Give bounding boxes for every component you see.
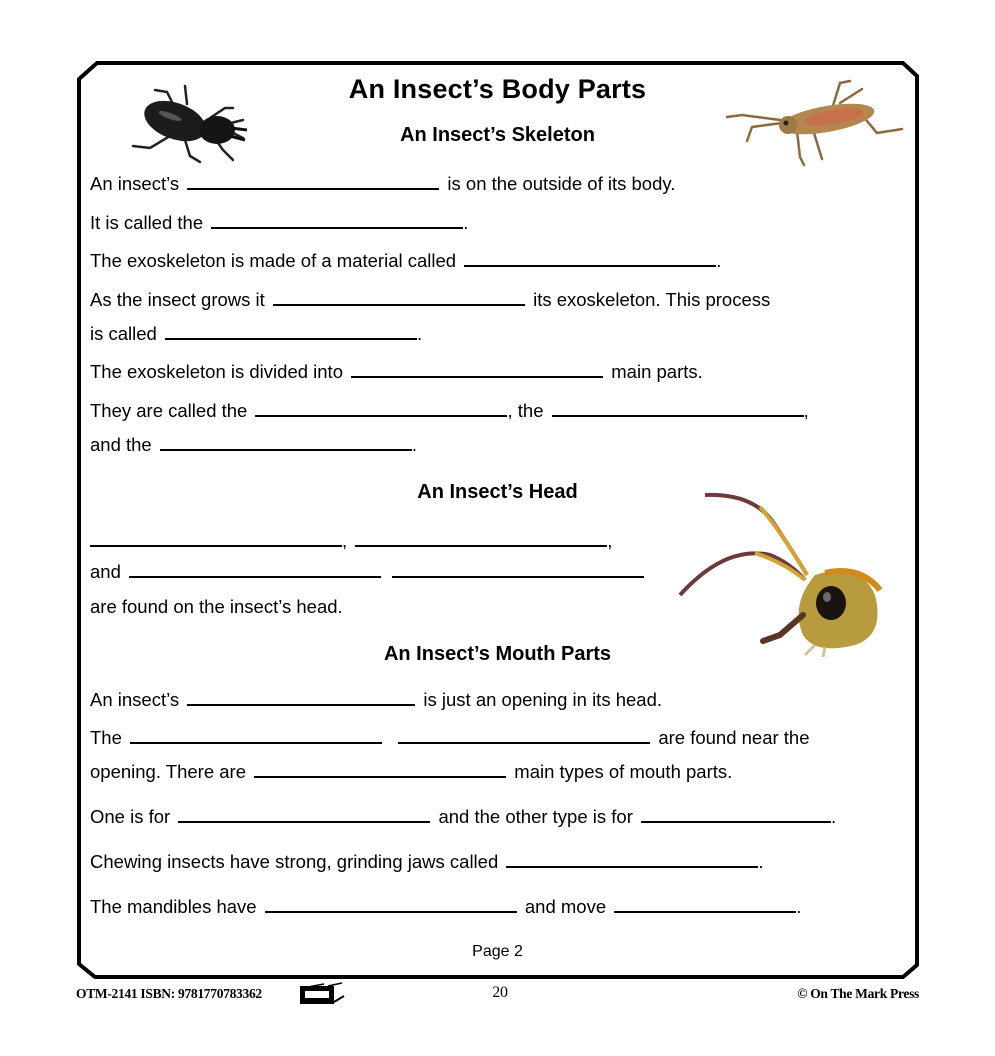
footer-page-number: 20 xyxy=(492,984,508,1001)
answer-blank[interactable] xyxy=(641,807,831,823)
answer-blank[interactable] xyxy=(129,562,381,578)
sentence-text: The mandibles have xyxy=(90,896,257,917)
sentence-line xyxy=(90,173,675,195)
footer-code-isbn: OTM-2141 ISBN: 9781770783362 xyxy=(76,986,262,1001)
sentence-text: . xyxy=(411,434,418,455)
sentence-text: is on the outside of its body. xyxy=(447,173,676,194)
sentence-text: and the xyxy=(90,434,152,455)
sentence-text: is called xyxy=(90,323,157,344)
section-heading-mouth-parts: An Insect’s Mouth Parts xyxy=(383,643,612,665)
sentence-text: . xyxy=(416,323,423,344)
sentence-text: , xyxy=(342,530,348,551)
section-heading-head: An Insect’s Head xyxy=(417,481,578,503)
answer-blank[interactable] xyxy=(130,728,382,744)
insect-head-image xyxy=(675,485,890,660)
answer-blank[interactable] xyxy=(165,324,417,340)
sentence-text: They are called the xyxy=(90,400,248,421)
sentence-text: and xyxy=(90,561,121,582)
sentence-text: . xyxy=(463,212,469,233)
sentence-line xyxy=(90,434,417,456)
sentence-text: , xyxy=(607,530,613,551)
sentence-line xyxy=(90,689,662,711)
answer-blank[interactable] xyxy=(506,852,758,868)
sentence-text: . xyxy=(831,806,837,827)
sentence-line xyxy=(90,806,836,828)
sentence-text: main parts. xyxy=(611,361,703,382)
sentence-line xyxy=(90,896,801,918)
answer-blank[interactable] xyxy=(187,690,415,706)
answer-blank[interactable] xyxy=(355,531,607,547)
page-label: Page 2 xyxy=(472,943,523,960)
sentence-text: , the xyxy=(507,400,544,421)
sentence-text: are found on the insect’s head. xyxy=(90,596,343,617)
answer-blank[interactable] xyxy=(273,290,525,306)
sentence-text: . xyxy=(716,250,722,271)
sentence-text: main types of mouth parts. xyxy=(514,761,733,782)
answer-blank[interactable] xyxy=(211,213,463,229)
sentence-line xyxy=(90,289,770,311)
sentence-text: The exoskeleton is divided into xyxy=(90,361,343,382)
sentence-text: The xyxy=(90,727,122,748)
sentence-text: are found near the xyxy=(658,727,810,748)
section-heading-skeleton: An Insect’s Skeleton xyxy=(400,124,595,146)
sentence-line xyxy=(90,400,809,422)
answer-blank[interactable] xyxy=(614,897,796,913)
answer-blank[interactable] xyxy=(254,762,506,778)
sentence-text: . xyxy=(796,896,802,917)
sentence-line xyxy=(90,250,721,272)
sentence-line xyxy=(90,596,343,618)
answer-blank[interactable] xyxy=(464,251,716,267)
sentence-text: is just an opening in its head. xyxy=(423,689,663,710)
sentence-line xyxy=(90,530,612,552)
sentence-text: An insect’s xyxy=(90,689,180,710)
sentence-text: and move xyxy=(524,896,607,917)
sentence-text: Chewing insects have strong, grinding jaws called xyxy=(90,851,499,872)
copy-machine-icon xyxy=(298,982,356,1006)
sentence-text: its exoskeleton. This process xyxy=(533,289,771,310)
sentence-text: and the other type is for xyxy=(438,806,633,827)
sentence-line xyxy=(90,851,764,873)
sentence-text: It is called the xyxy=(90,212,204,233)
sentence-line xyxy=(90,361,703,383)
sentence-line xyxy=(90,561,647,583)
sentence-text: The exoskeleton is made of a material called xyxy=(90,250,457,271)
answer-blank[interactable] xyxy=(398,728,650,744)
answer-blank[interactable] xyxy=(265,897,517,913)
answer-blank[interactable] xyxy=(392,562,644,578)
worksheet-title: An Insect’s Body Parts xyxy=(348,74,647,104)
sentence-line xyxy=(90,323,422,345)
answer-blank[interactable] xyxy=(160,435,412,451)
sentence-text: An insect’s xyxy=(90,173,180,194)
sentence-text: As the insect grows it xyxy=(90,289,265,310)
answer-blank[interactable] xyxy=(178,807,430,823)
sentence-line xyxy=(90,212,468,234)
footer-copyright: © On The Mark Press xyxy=(797,986,919,1001)
sentence-line xyxy=(90,761,732,783)
answer-blank[interactable] xyxy=(552,401,804,417)
sentence-text: . xyxy=(758,851,764,872)
answer-blank[interactable] xyxy=(90,531,342,547)
answer-blank[interactable] xyxy=(351,362,603,378)
answer-blank[interactable] xyxy=(187,174,439,190)
sentence-text: One is for xyxy=(90,806,171,827)
sentence-text: opening. There are xyxy=(90,761,246,782)
sentence-text: , xyxy=(803,400,809,421)
answer-blank[interactable] xyxy=(255,401,507,417)
sentence-line xyxy=(90,727,810,749)
